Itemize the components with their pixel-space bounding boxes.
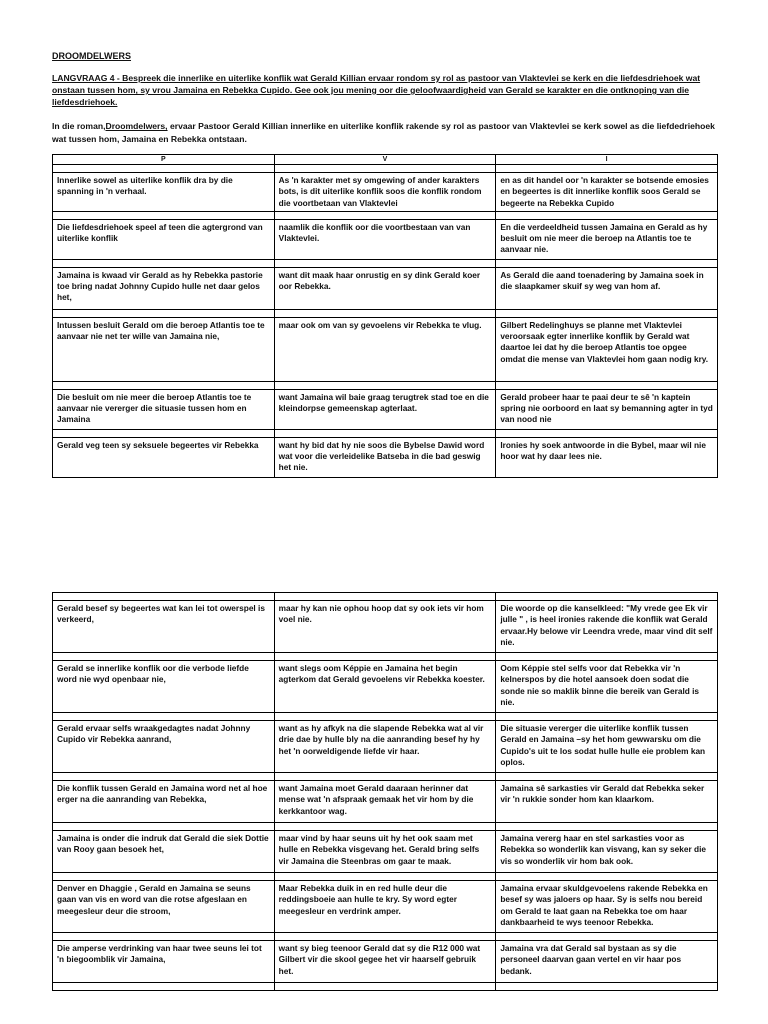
table-row: [53, 661, 718, 713]
table-cell: maar ook om van sy gevoelens vir Rebekka te vlug.: [274, 317, 496, 381]
table-cell: want hy bid dat hy nie soos die Bybelse Dawid word wat voor die verleidelike Batseba in die bad geswig het nie.: [274, 437, 496, 477]
table-cell: maar hy kan nie ophou hoop dat sy ook iets vir hom voel nie.: [274, 601, 496, 653]
table-cell: Die situasie vererger die uiterlike konflik tussen Gerald en Jamaina –sy het hom gewwarsku om die Cupido's uit te los sodat hulle hulle eie problem kan oplos.: [496, 721, 718, 773]
table-cell: Die liefdesdriehoek speel af teen die agtergrond van uiterlike konflik: [53, 219, 275, 259]
spacer-row: [53, 593, 718, 601]
table-cell: Jamaina is kwaad vir Gerald as hy Rebekka pastorie toe bring nadat Johnny Cupido hulle net daar gelos het,: [53, 267, 275, 309]
table-cell: Jamaina is onder die indruk dat Gerald die siek Dottie van Rooy gaan besoek het,: [53, 831, 275, 873]
table-cell: want Jamaina moet Gerald daaraan herinner dat mense wat 'n afspraak gemaak het vir hom by die kerkkantoor wag.: [274, 781, 496, 823]
table-cell: Intussen besluit Gerald om die beroep Atlantis toe te aanvaar nie net ter wille van Jamaina nie,: [53, 317, 275, 381]
intro-before: In die roman,: [52, 121, 106, 131]
essay-question: LANGVRAAG 4 - Bespreek die innerlike en uiterlike konflik wat Gerald Killian ervaar rondom sy rol as pastoor van Vlaktevlei se kerk en die liefdesdriehoek wat onstaan tussen hom, sy vrou Jamaina en Rebekka Cupido. Gee ook jou mening oor die geloofwaardigheid van Gerald se karakter en die ontknoping van die liefdesdriehoek.: [52, 73, 701, 107]
table-cell: want slegs oom Képpie en Jamaina het begin agterkom dat Gerald gevoelens vir Rebekka koester.: [274, 661, 496, 713]
table-cell: Die amperse verdrinking van haar twee seuns lei tot 'n biegoomblik vir Jamaina,: [53, 941, 275, 983]
table-cell: en as dit handel oor 'n karakter se botsende emosies en begeertes is dit innerlike konflik soos Gerald se begeerte na Rebekka Cupido: [496, 173, 718, 212]
intro-after: ervaar Pastoor Gerald Killian innerlike en uiterlike konflik rakende sy rol as pastoor van Vlaktevlei se kerk sowel as die liefdedriehoek wat tussen hom, Jamaina en Rebekka ontstaan.: [52, 121, 715, 144]
spacer-row: [53, 773, 718, 781]
table-row: [53, 437, 718, 477]
table-cell: Jamaina ervaar skuldgevoelens rakende Rebekka en besef sy was jaloers op haar. Sy is selfs nou bereid om Gerald te laat gaan na Rebekka toe om haar dankbaarheid te wys teenoor Rebekka.: [496, 881, 718, 933]
spacer-row: [53, 713, 718, 721]
table-cell: Gerald veg teen sy seksuele begeertes vir Rebekka: [53, 437, 275, 477]
novel-title: Droomdelwers,: [105, 121, 168, 131]
column-header-p: P: [53, 155, 275, 165]
table-cell: want Jamaina wil baie graag terugtrek stad toe en die kleindorpse gemeenskap agterlaat.: [274, 389, 496, 429]
spacer-row: [53, 933, 718, 941]
table-cell: En die verdeeldheid tussen Jamaina en Gerald as hy besluit om nie meer die beroep na Atlantis toe te aanvaar nie.: [496, 219, 718, 259]
table-cell: Jamaina vererg haar en stel sarkasties voor as Rebekka so wonderlik kan visvang, kan sy seker die vis so wonderlik vir hom bak ook.: [496, 831, 718, 873]
table-row: [53, 317, 718, 381]
table-row: [53, 781, 718, 823]
table-cell: Die besluit om nie meer die beroep Atlantis toe te aanvaar nie vererger die situasie tussen hom en Jamaina: [53, 389, 275, 429]
table-row: [53, 941, 718, 983]
table-cell: As 'n karakter met sy omgewing of ander karakters bots, is dit uiterlike konflik soos die konflik rondom die voortbetaan van Vlaktevlei: [274, 173, 496, 212]
table-cell: Gerald se innerlike konflik oor die verbode liefde word nie wyd openbaar nie,: [53, 661, 275, 713]
table-row: [53, 881, 718, 933]
spacer-row: [53, 429, 718, 437]
spacer-row: [53, 983, 718, 991]
table-cell: Ironies hy soek antwoorde in die Bybel, maar wil nie hoor wat hy daar lees nie.: [496, 437, 718, 477]
table-cell: Gilbert Redelinghuys se planne met Vlaktevlei veroorsaak egter innerlike konflik by Gerald wat daartoe lei dat hy die beroep Atlantis toe opgee omdat die mense van Vlaktevlei hom gaan nodig kry.: [496, 317, 718, 381]
table-row: [53, 831, 718, 873]
table-row: [53, 219, 718, 259]
column-header-i: I: [496, 155, 718, 165]
pvi-table-1: [52, 154, 718, 478]
spacer-row: [53, 259, 718, 267]
spacer-row: [53, 653, 718, 661]
table-cell: Maar Rebekka duik in en red hulle deur die reddingsboeie aan hulle te kry. Sy word egter meegesleur en verdrink amper.: [274, 881, 496, 933]
table-row: [53, 721, 718, 773]
table-cell: Oom Képpie stel selfs voor dat Rebekka vir 'n kelnerspos by die hotel aansoek doen sodat die sonde nie so maklik binne die bereik van Gerald is nie.: [496, 661, 718, 713]
spacer-row: [53, 823, 718, 831]
table-cell: Die woorde op die kanselkleed: "My vrede gee Ek vir julle " , is heel ironies rakende die konflik wat Gerald ervaar.Hy belowe vir Leendra vrede, maar vind dit self nie.: [496, 601, 718, 653]
table-cell: Innerlike sowel as uiterlike konflik dra by die spanning in 'n verhaal.: [53, 173, 275, 212]
table-cell: Jamaina sê sarkasties vir Gerald dat Rebekka seker vir 'n rukkie sonder hom kan klaarkom.: [496, 781, 718, 823]
table-cell: As Gerald die aand toenadering by Jamaina soek in die slaapkamer skuif sy weg van hom af.: [496, 267, 718, 309]
table-cell: want as hy afkyk na die slapende Rebekka wat al vir drie dae by hulle bly na die aanranding besef hy hy het 'n oorweldigende liefde vir haar.: [274, 721, 496, 773]
table-row: [53, 601, 718, 653]
table-cell: Gerald probeer haar te paai deur te sê 'n kaptein spring nie oorboord en laat sy bemanning agter in tyd van nood nie: [496, 389, 718, 429]
table-row: [53, 267, 718, 309]
pvi-table-2: [52, 592, 718, 991]
spacer-row: [53, 873, 718, 881]
table-cell: Denver en Dhaggie , Gerald en Jamaina se seuns gaan van vis en word van die rotse afgeslaan en meegesleur deur die stroom,: [53, 881, 275, 933]
spacer-row: [53, 381, 718, 389]
table-row: [53, 173, 718, 212]
table-cell: naamlik die konflik oor die voortbestaan van van Vlaktevlei.: [274, 219, 496, 259]
table-cell: want sy bieg teenoor Gerald dat sy die R12 000 wat Gilbert vir die skool gegee het vir haarself gebruik het.: [274, 941, 496, 983]
table-cell: Gerald besef sy begeertes wat kan lei tot owerspel is verkeerd,: [53, 601, 275, 653]
intro-paragraph: [52, 120, 722, 145]
table-cell: maar vind by haar seuns uit hy het ook saam met hulle en Rebekka visgevang het. Gerald bring selfs vir Jamaina die Steenbras om gaar te maak.: [274, 831, 496, 873]
table-header-row: [53, 155, 718, 165]
table-cell: Jamaina vra dat Gerald sal bystaan as sy die personeel daarvan gaan vertel en vir haar pos bedank.: [496, 941, 718, 983]
document-title: DROOMDELWERS: [52, 51, 132, 61]
table-row: [53, 389, 718, 429]
spacer-row: [53, 165, 718, 173]
table-cell: Die konflik tussen Gerald en Jamaina word net al hoe erger na die aanranding van Rebekka,: [53, 781, 275, 823]
spacer-row: [53, 211, 718, 219]
spacer-row: [53, 309, 718, 317]
table-cell: want dit maak haar onrustig en sy dink Gerald koer oor Rebekka.: [274, 267, 496, 309]
column-header-v: V: [274, 155, 496, 165]
table-cell: Gerald ervaar selfs wraakgedagtes nadat Johnny Cupido vir Rebekka aanrand,: [53, 721, 275, 773]
